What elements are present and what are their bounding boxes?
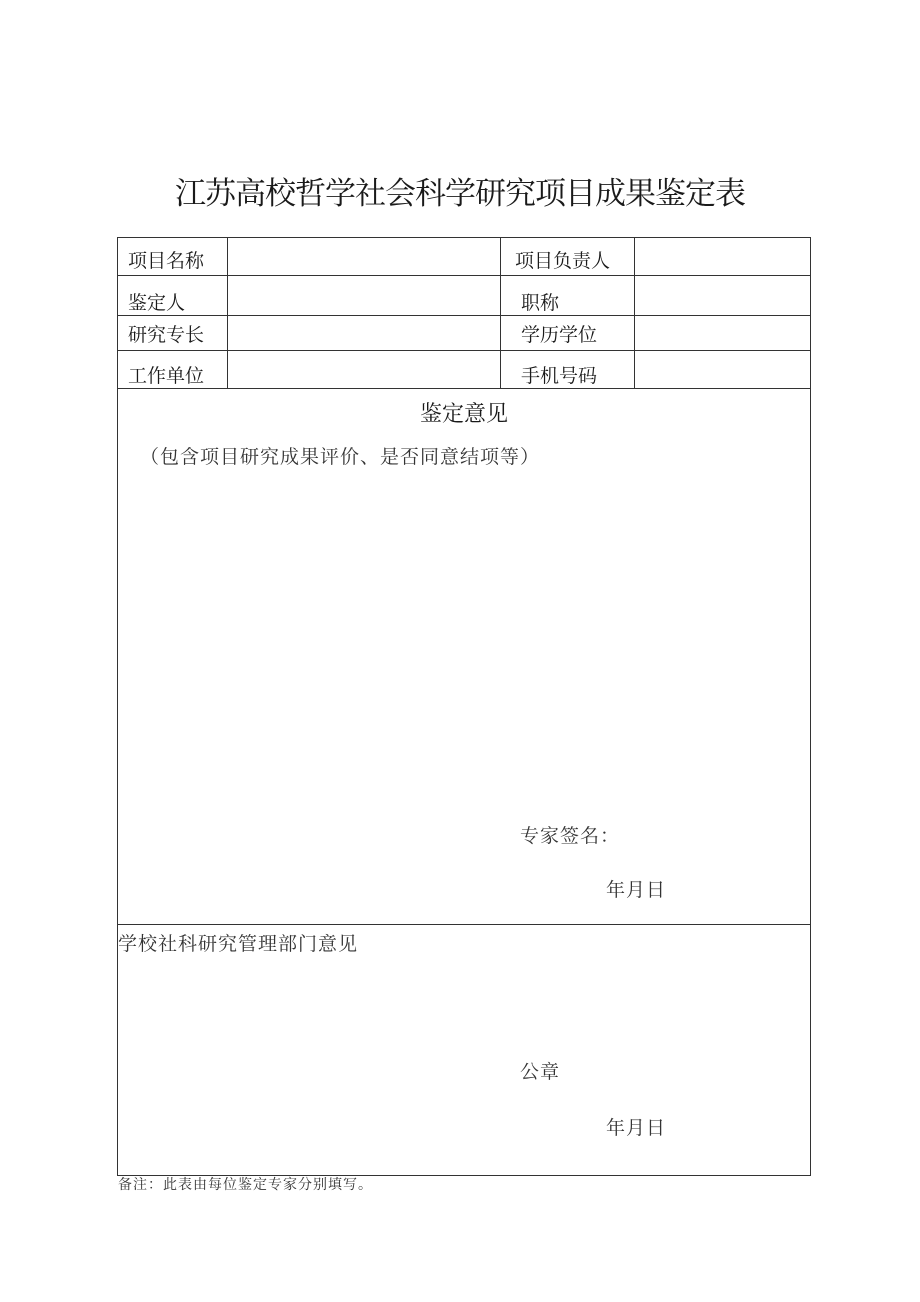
label-cell bbox=[118, 276, 228, 316]
opinion-date-label: 年月日 bbox=[606, 879, 667, 901]
label-cell bbox=[118, 238, 228, 276]
form-title: 江苏高校哲学社会科学研究项目成果鉴定表 bbox=[175, 176, 745, 212]
appraiser-field[interactable] bbox=[228, 276, 501, 316]
appraiser-label: 鉴定人 bbox=[128, 292, 186, 314]
label-cell bbox=[501, 238, 635, 276]
specialty-label: 研究专长 bbox=[128, 324, 205, 346]
workplace-label: 工作单位 bbox=[128, 365, 205, 387]
appraisal-form bbox=[117, 237, 811, 1176]
dept-opinion-section[interactable] bbox=[118, 925, 811, 1176]
project-name-field[interactable] bbox=[228, 238, 501, 276]
degree-label: 学历学位 bbox=[521, 324, 598, 346]
form-row-specialty bbox=[118, 316, 811, 351]
phone-label: 手机号码 bbox=[521, 365, 598, 387]
label-cell bbox=[118, 351, 228, 389]
appraisal-opinion-section[interactable] bbox=[118, 389, 811, 925]
phone-field[interactable] bbox=[635, 351, 811, 389]
opinion-heading: 鉴定意见 bbox=[419, 402, 508, 427]
opinion-hint: （包含项目研究成果评价、是否同意结项等） bbox=[140, 446, 541, 468]
label-cell bbox=[501, 276, 635, 316]
dept-opinion-label: 学校社科研究管理部门意见 bbox=[118, 933, 359, 955]
label-cell bbox=[118, 316, 228, 351]
label-cell bbox=[501, 351, 635, 389]
form-row-appraiser bbox=[118, 276, 811, 316]
project-leader-label: 项目负责人 bbox=[515, 250, 611, 272]
degree-field[interactable] bbox=[635, 316, 811, 351]
professional-title-field[interactable] bbox=[635, 276, 811, 316]
dept-row bbox=[118, 925, 811, 1176]
form-row-workplace bbox=[118, 351, 811, 389]
expert-signature-label: 专家签名： bbox=[520, 825, 621, 847]
official-seal-label: 公章 bbox=[520, 1061, 561, 1083]
dept-date-label: 年月日 bbox=[606, 1117, 667, 1139]
opinion-row bbox=[118, 389, 811, 925]
project-leader-field[interactable] bbox=[635, 238, 811, 276]
label-cell bbox=[501, 316, 635, 351]
professional-title-label: 职称 bbox=[521, 292, 560, 314]
specialty-field[interactable] bbox=[228, 316, 501, 351]
footnote: 备注：此表由每位鉴定专家分别填写。 bbox=[118, 1177, 373, 1193]
workplace-field[interactable] bbox=[228, 351, 501, 389]
project-name-label: 项目名称 bbox=[128, 250, 205, 272]
form-row-project-name bbox=[118, 238, 811, 276]
